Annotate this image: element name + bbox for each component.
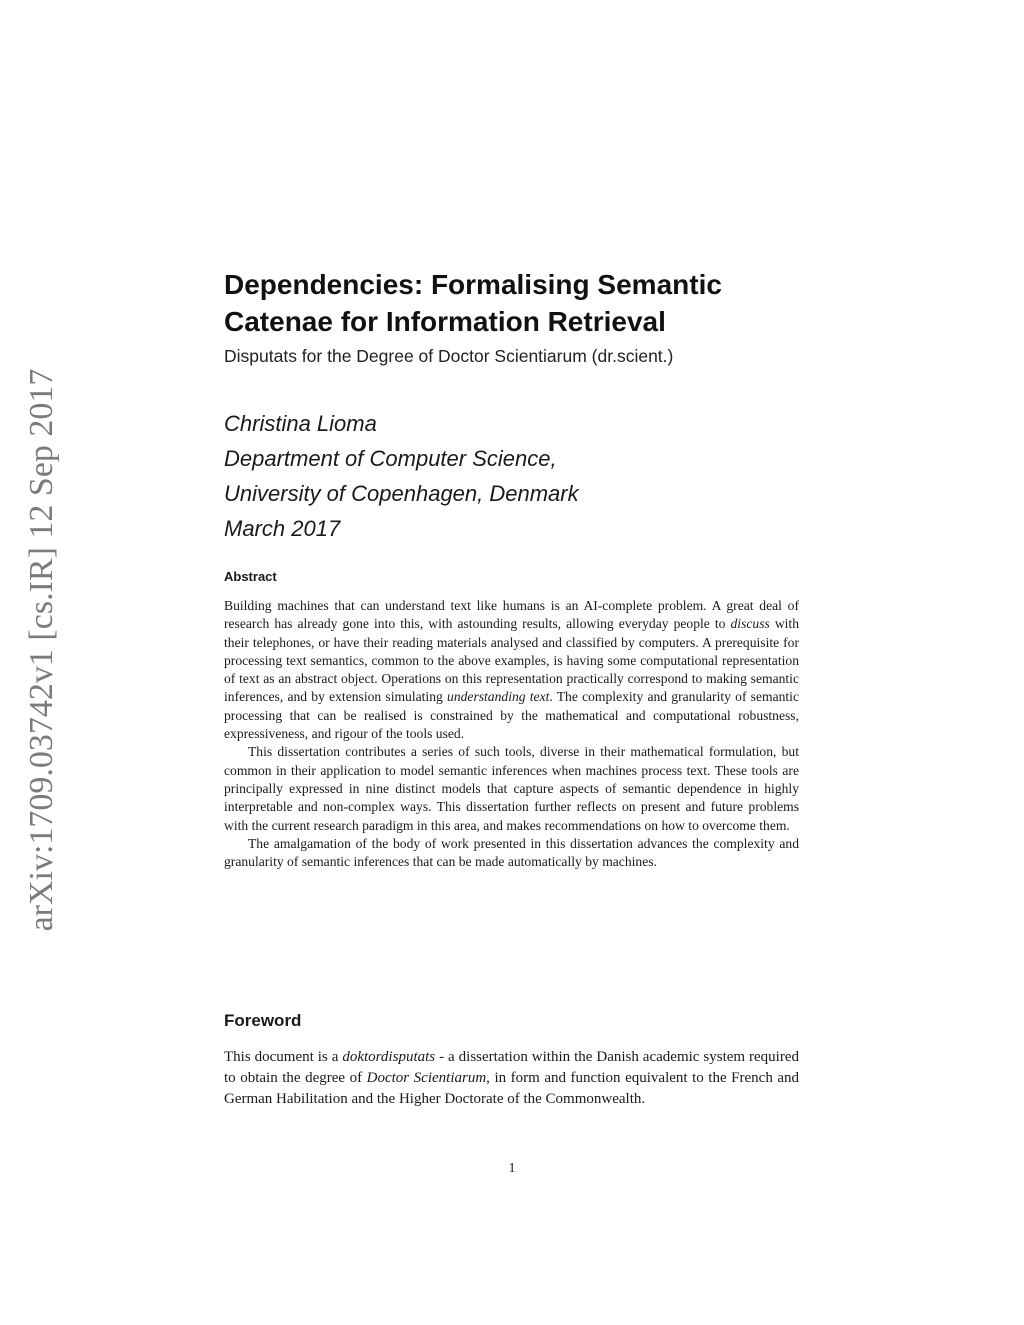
abstract-heading: Abstract [224,569,277,584]
foreword-text-a: This document is a [224,1049,343,1065]
abstract-paragraph-1 [224,597,799,743]
foreword-emphasis-doktordisputats: doktordisputats [342,1049,436,1065]
abstract-body [224,597,799,871]
page-number: 1 [508,1161,516,1176]
title-line-2: Catenae for Information Retrieval [224,306,666,337]
foreword-text-b: - a dissertation within the Danish academic system required to obtain the degree of [224,1049,799,1086]
author-block [224,406,579,546]
author-name: Christina Lioma [224,411,377,436]
foreword-heading: Foreword [224,1011,302,1030]
publication-date: March 2017 [224,516,341,541]
author-university: University of Copenhagen, Denmark [224,481,579,506]
abstract-p1-emphasis-understanding: understanding text [447,689,550,705]
abstract-p1-text-a: Building machines that can understand text like humans is an AI-complete problem. A great deal of research has already gone into this, with astounding results, allowing everyday people to [224,598,799,632]
foreword-body [224,1047,799,1110]
foreword-text-c: , in form and function equivalent to the French and German Habilitation and the Higher Doctorate of the Commonwealth. [224,1070,800,1107]
abstract-paragraph-2: This dissertation contributes a series of such tools, diverse in their mathematical formulation, but common in their application to model semantic inferences when machines process text. These tools are principally expressed in nine distinct models that capture aspects of semantic dependence in highly interpretable and non-complex ways. This dissertation further reflects on present and future problems with the current research paradigm in this area, and makes recommendations on how to overcome them. [224,744,799,833]
foreword-paragraph [224,1047,799,1110]
foreword-emphasis-doctor-scientiarum: Doctor Scientiarum [366,1070,487,1086]
abstract-paragraph-3: The amalgamation of the body of work presented in this dissertation advances the complexity and granularity of semantic inferences that can be made automatically by machines. [224,835,799,870]
abstract-p1-text-b: with their telephones, or have their reading materials analysed and classified by computers. A prerequisite for processing text semantics, common to the above examples, is having some computational representation of text as an abstract object. Operations on this representation practically correspond to making semantic inferences, and by extension simulating [224,616,799,705]
abstract-p1-text-c: . The complexity and granularity of semantic processing that can be realised is constrained by the mathematical and computational robustness, expressiveness, and rigour of the tools used. [224,689,799,742]
arxiv-identifier-stamp: arXiv:1709.03742v1 [cs.IR] 12 Sep 2017 [23,368,60,932]
paper-subtitle: Disputats for the Degree of Doctor Scientiarum (dr.scient.) [224,346,674,366]
title-line-1: Dependencies: Formalising Semantic [224,269,722,300]
abstract-p1-emphasis-discuss: discuss [730,616,770,632]
author-department: Department of Computer Science, [224,446,557,471]
paper-title [224,266,824,340]
